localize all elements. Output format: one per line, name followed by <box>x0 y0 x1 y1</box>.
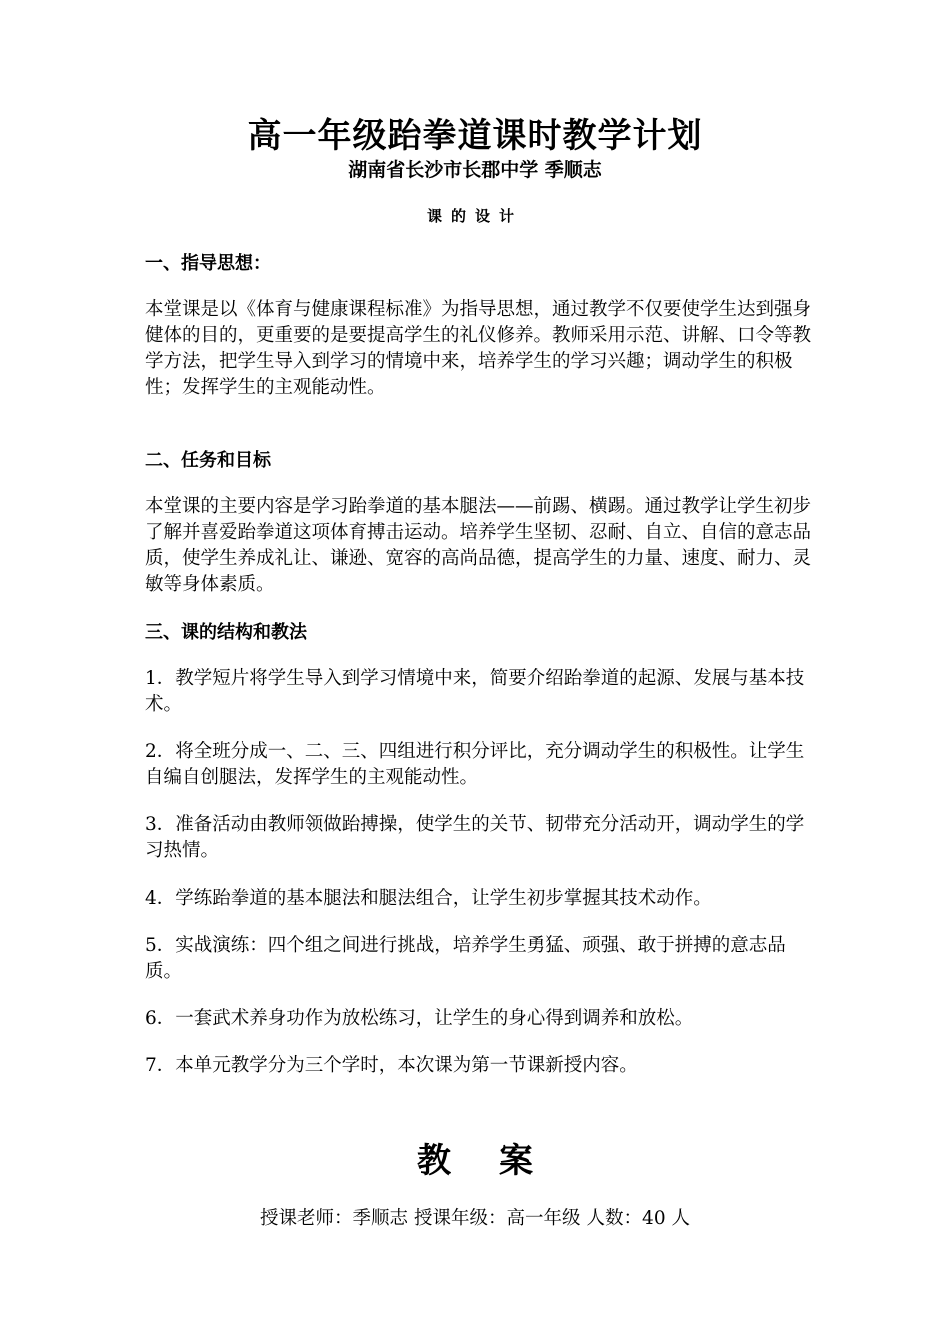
list-item: 5．实战演练：四个组之间进行挑战，培养学生勇猛、顽强、敢于拼搏的意志品质。 <box>145 935 786 982</box>
list-item: 1．教学短片将学生导入到学习情境中来，简要介绍跆拳道的起源、发展与基本技术。 <box>145 668 805 715</box>
section-paragraph: 本堂课是以《体育与健康课程标准》为指导思想，通过教学不仅要使学生达到强身健体的目的，更重要的是要提高学生的礼仪修养。教师采用示范、讲解、口令等教学方法，把学生导入到学习的情境中来，培养学生的学习兴趣；调动学生的积极性；发挥学生的主观能动性。 <box>145 299 812 398</box>
lesson-plan-title: 教案 <box>417 1141 581 1181</box>
section-heading-goals: 二、任务和目标 <box>145 450 271 471</box>
document-title: 高一年级跆拳道课时教学计划 <box>247 116 703 156</box>
design-label: 课的设计 <box>426 207 523 225</box>
list-item: 6．一套武术养身功作为放松练习，让学生的身心得到调养和放松。 <box>145 1008 694 1029</box>
student-count-info: 人数：40 人 <box>586 1208 690 1229</box>
document-subtitle: 湖南省长沙市长郡中学 季顺志 <box>348 159 602 181</box>
lesson-info-line <box>0 1205 950 1233</box>
grade-info: 授课年级：高一年级 <box>414 1208 581 1229</box>
list-item: 2．将全班分成一、二、三、四组进行积分评比，充分调动学生的积极性。让学生自编自创腿法，发挥学生的主观能动性。 <box>145 741 805 788</box>
section-heading-structure: 三、课的结构和教法 <box>145 622 307 643</box>
section-paragraph: 本堂课的主要内容是学习跆拳道的基本腿法——前踢、横踢。通过教学让学生初步了解并喜爱跆拳道这项体育搏击运动。培养学生坚韧、忍耐、自立、自信的意志品质，使学生养成礼让、谦逊、宽容的高尚品德，提高学生的力量、速度、耐力、灵敏等身体素质。 <box>145 496 812 595</box>
section-heading-guiding: 一、指导思想： <box>145 253 271 274</box>
list-item: 3．准备活动由教师领做跆搏操，使学生的关节、韧带充分活动开，调动学生的学习热情。 <box>145 814 805 861</box>
list-item: 4．学练跆拳道的基本腿法和腿法组合，让学生初步掌握其技术动作。 <box>145 888 712 909</box>
list-item: 7．本单元教学分为三个学时，本次课为第一节课新授内容。 <box>145 1055 638 1076</box>
teacher-info: 授课老师：季顺志 <box>260 1208 409 1229</box>
